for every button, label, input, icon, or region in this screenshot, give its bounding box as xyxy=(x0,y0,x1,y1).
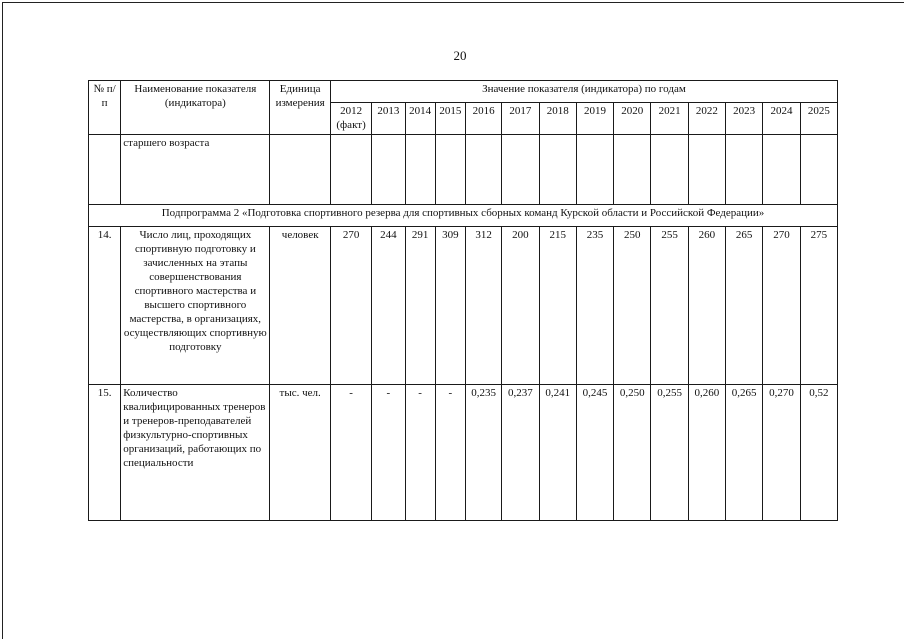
year-cell: 2019 xyxy=(576,103,613,135)
value-cell: 309 xyxy=(435,227,465,385)
year-cell: 2025 xyxy=(800,103,837,135)
year-cell: 2015 xyxy=(435,103,465,135)
year-cell: 2020 xyxy=(614,103,651,135)
header-values: Значение показателя (индикатора) по годам xyxy=(330,81,837,103)
value-cell: 0,260 xyxy=(688,385,725,521)
value-cell: - xyxy=(372,385,405,521)
continuation-name: старшего возраста xyxy=(121,135,270,205)
value-cell: 0,245 xyxy=(576,385,613,521)
value-cell: 244 xyxy=(372,227,405,385)
value-cell: 0,52 xyxy=(800,385,837,521)
continuation-row xyxy=(89,135,838,205)
year-cell: 2016 xyxy=(465,103,501,135)
row-unit: тыс. чел. xyxy=(270,385,330,521)
header-name: Наименование показателя (индикатора) xyxy=(121,81,270,135)
table-row xyxy=(89,385,838,521)
header-row-top xyxy=(89,81,838,103)
row-name: Число лиц, проходящих спортивную подготовку и зачисленных на этапы совершенствования спортивного мастерства и высшего спортивного мастерства, в организациях, осуществляющих спортивную подготовку xyxy=(121,227,270,385)
value-cell: 270 xyxy=(763,227,800,385)
value-cell: - xyxy=(405,385,435,521)
row-num: 14. xyxy=(89,227,121,385)
header-num: № п/п xyxy=(89,81,121,135)
year-cell: 2024 xyxy=(763,103,800,135)
value-cell: 265 xyxy=(726,227,763,385)
value-cell: 255 xyxy=(651,227,688,385)
value-cell: - xyxy=(330,385,371,521)
value-cell: 291 xyxy=(405,227,435,385)
value-cell: 0,250 xyxy=(614,385,651,521)
row-name: Количество квалифицированных тренеров и тренеров-преподавателей физкультурно-спортивных организаций, работающих по специальности xyxy=(121,385,270,521)
value-cell: 275 xyxy=(800,227,837,385)
value-cell: - xyxy=(435,385,465,521)
year-cell: 2018 xyxy=(539,103,576,135)
indicator-table xyxy=(88,80,838,521)
value-cell: 250 xyxy=(614,227,651,385)
value-cell: 200 xyxy=(502,227,539,385)
year-cell: 2013 xyxy=(372,103,405,135)
value-cell: 260 xyxy=(688,227,725,385)
value-cell: 0,237 xyxy=(502,385,539,521)
value-cell: 0,270 xyxy=(763,385,800,521)
row-unit: человек xyxy=(270,227,330,385)
year-cell: 2014 xyxy=(405,103,435,135)
value-cell: 312 xyxy=(465,227,501,385)
value-cell: 0,235 xyxy=(465,385,501,521)
value-cell: 0,241 xyxy=(539,385,576,521)
year-cell: 2012 (факт) xyxy=(330,103,371,135)
value-cell: 215 xyxy=(539,227,576,385)
table-row xyxy=(89,227,838,385)
page-number: 20 xyxy=(453,48,467,63)
value-cell: 0,255 xyxy=(651,385,688,521)
header-unit: Единица измерения xyxy=(270,81,330,135)
year-cell: 2023 xyxy=(726,103,763,135)
value-cell: 235 xyxy=(576,227,613,385)
year-cell: 2017 xyxy=(502,103,539,135)
row-num: 15. xyxy=(89,385,121,521)
value-cell: 270 xyxy=(330,227,371,385)
year-cell: 2021 xyxy=(651,103,688,135)
year-cell: 2022 xyxy=(688,103,725,135)
subprogram-title: Подпрограмма 2 «Подготовка спортивного резерва для спортивных сборных команд Курской области и Российской Федерации» xyxy=(89,205,838,227)
subprogram-row xyxy=(89,205,838,227)
value-cell: 0,265 xyxy=(726,385,763,521)
